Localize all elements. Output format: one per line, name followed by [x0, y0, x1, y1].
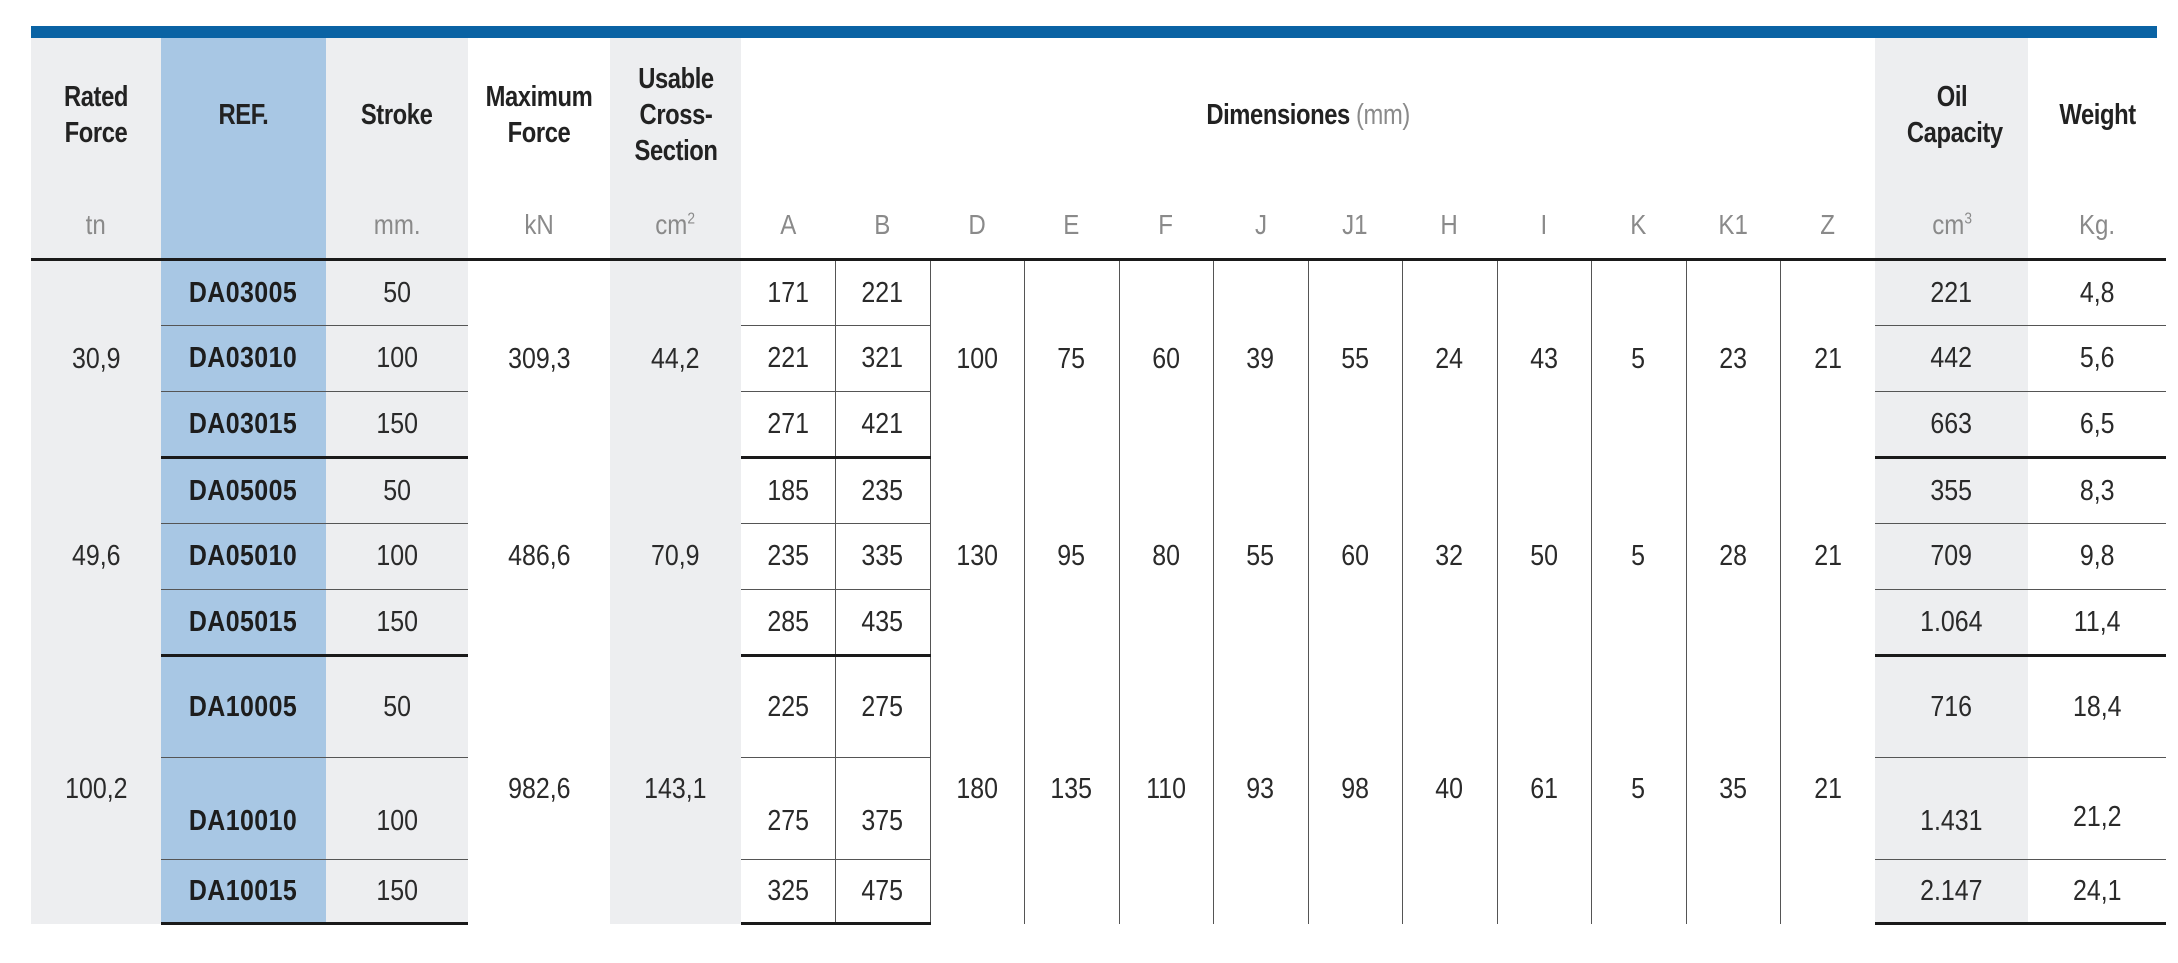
dim-h-cell: 24 [1402, 260, 1497, 458]
oil-capacity-cell: 1.431 [1875, 758, 2028, 860]
ref-cell: DA03010 [161, 326, 326, 392]
ref-cell: DA05015 [161, 590, 326, 656]
col-header-stroke: Stroke [326, 38, 468, 192]
ref-cell: DA10015 [161, 860, 326, 924]
dim-j1-cell: 55 [1308, 260, 1402, 458]
col-header-maximum-force: Maximum Force [485, 81, 593, 149]
dim-a-cell: 221 [741, 326, 835, 392]
ref-cell: DA10010 [161, 758, 326, 860]
dim-j-cell: 39 [1213, 260, 1308, 458]
dim-f-cell: 110 [1119, 656, 1213, 924]
col-header-dimensiones: Dimensiones (mm) [1206, 99, 1410, 131]
dim-a-cell: 185 [741, 458, 835, 524]
stroke-cell: 100 [326, 524, 468, 590]
weight-cell: 24,1 [2028, 860, 2166, 924]
weight-cell: 11,4 [2028, 590, 2166, 656]
oil-capacity-cell: 709 [1875, 524, 2028, 590]
unit-cross-section: $cm^2$ [610, 192, 741, 260]
dim-j-cell: 93 [1213, 656, 1308, 924]
col-header-oil-capacity: Oil Capacity [1875, 38, 2028, 192]
dim-h-cell: 40 [1402, 656, 1497, 924]
dim-a-cell: 271 [741, 392, 835, 458]
stroke-cell: 150 [326, 590, 468, 656]
dim-z-cell: 21 [1780, 458, 1875, 656]
dim-a-cell: 225 [741, 656, 835, 758]
cross-section-cell: 143,1 [610, 656, 741, 924]
dim-h-cell: 32 [1402, 458, 1497, 656]
dim-label-d: D [930, 192, 1024, 260]
col-header-rated-force: Rated Force [31, 38, 161, 192]
dim-b-cell: 221 [835, 260, 930, 326]
oil-capacity-cell: 716 [1875, 656, 2028, 758]
dim-k1-cell: 28 [1686, 458, 1780, 656]
unit-ref-empty [161, 192, 326, 260]
dim-b-cell: 321 [835, 326, 930, 392]
dim-b-cell: 475 [835, 860, 930, 924]
dim-j-cell: 55 [1213, 458, 1308, 656]
dim-a-cell: 171 [741, 260, 835, 326]
dim-d-cell: 180 [930, 656, 1024, 924]
dim-f-cell: 80 [1119, 458, 1213, 656]
stroke-cell: 150 [326, 860, 468, 924]
dim-a-cell: 285 [741, 590, 835, 656]
stroke-cell: 100 [326, 326, 468, 392]
ref-cell: DA03005 [161, 260, 326, 326]
unit-maximum-force: kN [468, 192, 610, 260]
unit-stroke: mm. [326, 192, 468, 260]
dim-b-cell: 435 [835, 590, 930, 656]
dim-d-cell: 130 [930, 458, 1024, 656]
stroke-cell: 100 [326, 758, 468, 860]
dim-z-cell: 21 [1780, 260, 1875, 458]
stroke-cell: 50 [326, 260, 468, 326]
dim-k-cell: 5 [1591, 656, 1686, 924]
dim-label-z: Z [1780, 192, 1875, 260]
header-accent-bar [31, 26, 2157, 38]
oil-capacity-cell: 442 [1875, 326, 2028, 392]
dim-k-cell: 5 [1591, 260, 1686, 458]
dim-label-i: I [1497, 192, 1591, 260]
dim-e-cell: 75 [1024, 260, 1119, 458]
dim-k1-cell: 23 [1686, 260, 1780, 458]
weight-cell: 9,8 [2028, 524, 2166, 590]
dim-a-cell: 235 [741, 524, 835, 590]
dim-b-cell: 235 [835, 458, 930, 524]
dim-i-cell: 61 [1497, 656, 1591, 924]
rated-force-cell: 100,2 [31, 656, 161, 924]
oil-capacity-cell: 663 [1875, 392, 2028, 458]
dim-label-b: B [835, 192, 930, 260]
dim-a-cell: 275 [741, 758, 835, 860]
max-force-cell: 982,6 [507, 773, 571, 805]
dim-i-cell: 43 [1497, 260, 1591, 458]
weight-cell: 8,3 [2028, 458, 2166, 524]
dim-label-j: J [1213, 192, 1308, 260]
dim-z-cell: 21 [1780, 656, 1875, 924]
max-force-cell: 486,6 [507, 540, 571, 572]
oil-capacity-cell: 355 [1875, 458, 2028, 524]
rated-force-cell: 30,9 [31, 260, 161, 458]
cross-section-cell: 44,2 [610, 260, 741, 458]
dim-b-cell: 375 [835, 758, 930, 860]
dim-i-cell: 50 [1497, 458, 1591, 656]
dim-b-cell: 275 [835, 656, 930, 758]
stroke-cell: 150 [326, 392, 468, 458]
col-header-usable-cross-section: Usable Cross-Section [610, 38, 741, 192]
ref-cell: DA10005 [161, 656, 326, 758]
dim-label-k1: K1 [1686, 192, 1780, 260]
oil-capacity-cell: 221 [1875, 260, 2028, 326]
stroke-cell: 50 [326, 656, 468, 758]
weight-cell: 4,8 [2028, 260, 2166, 326]
dim-label-j1: J1 [1308, 192, 1402, 260]
dim-j1-cell: 60 [1308, 458, 1402, 656]
oil-capacity-cell: 2.147 [1875, 860, 2028, 924]
ref-cell: DA03015 [161, 392, 326, 458]
dim-d-cell: 100 [930, 260, 1024, 458]
dim-e-cell: 135 [1024, 656, 1119, 924]
cross-section-cell: 70,9 [610, 458, 741, 656]
col-header-weight: Weight [2058, 99, 2136, 131]
unit-rated-force: tn [31, 192, 161, 260]
dim-label-a: A [741, 192, 835, 260]
weight-cell: 21,2 [2028, 758, 2166, 860]
dim-k1-cell: 35 [1686, 656, 1780, 924]
weight-cell: 6,5 [2028, 392, 2166, 458]
unit-oil-capacity: $cm^3$ [1875, 192, 2028, 260]
rated-force-cell: 49,6 [31, 458, 161, 656]
col-header-ref: REF. [161, 38, 326, 192]
dim-f-cell: 60 [1119, 260, 1213, 458]
dim-e-cell: 95 [1024, 458, 1119, 656]
dim-a-cell: 325 [741, 860, 835, 924]
dim-j1-cell: 98 [1308, 656, 1402, 924]
weight-cell: 5,6 [2028, 326, 2166, 392]
ref-cell: DA05005 [161, 458, 326, 524]
oil-capacity-cell: 1.064 [1875, 590, 2028, 656]
max-force-cell: 309,3 [507, 342, 571, 375]
unit-weight: Kg. [2028, 192, 2166, 260]
dim-b-cell: 335 [835, 524, 930, 590]
dim-b-cell: 421 [835, 392, 930, 458]
specification-table [31, 38, 2166, 925]
ref-cell: DA05010 [161, 524, 326, 590]
dim-label-h: H [1402, 192, 1497, 260]
dim-label-k: K [1591, 192, 1686, 260]
dim-k-cell: 5 [1591, 458, 1686, 656]
weight-cell: 18,4 [2028, 656, 2166, 758]
stroke-cell: 50 [326, 458, 468, 524]
dim-label-e: E [1024, 192, 1119, 260]
dim-label-f: F [1119, 192, 1213, 260]
